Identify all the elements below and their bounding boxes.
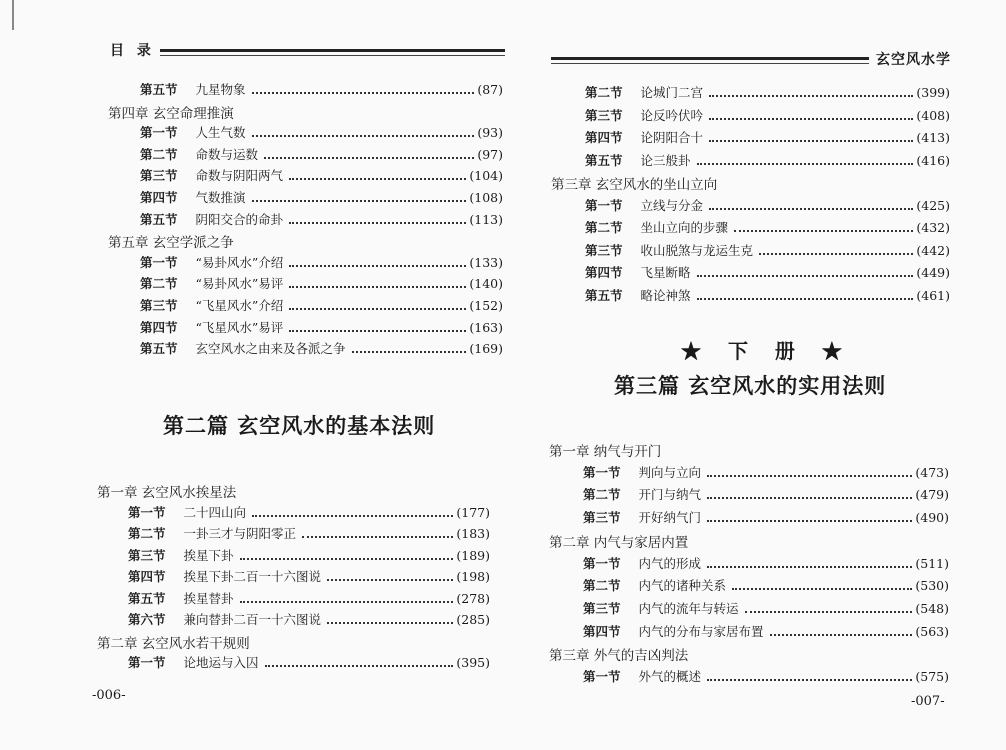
toc-section-entry — [583, 463, 949, 481]
section-number: 第五节 — [585, 287, 623, 303]
section-number: 第五节 — [140, 211, 178, 227]
leader-dots — [745, 611, 913, 613]
page-number: (413) — [916, 130, 950, 145]
section-number: 第五节 — [585, 152, 623, 168]
section-title: 论城门二宫 — [640, 85, 704, 100]
toc-section-entry — [583, 485, 949, 503]
right-page — [503, 0, 1006, 750]
section-number: 第五节 — [128, 590, 166, 606]
page-number: (285) — [456, 612, 490, 627]
right-page-number: -007- — [911, 694, 945, 709]
leader-dots — [770, 634, 913, 636]
section-title: 九星物象 — [195, 82, 246, 97]
leader-dots — [327, 622, 453, 624]
section-title: 略论神煞 — [640, 287, 691, 303]
right-toc-bottom — [503, 0, 1006, 750]
section-number: 第二节 — [585, 85, 623, 100]
toc-section-entry — [583, 667, 949, 685]
toc-section-entry — [583, 508, 949, 526]
leader-dots — [707, 497, 912, 499]
right-part-title: 第三篇 玄空风水的实用法则 — [614, 373, 887, 398]
toc-section-entry — [128, 503, 490, 521]
toc-section-entry — [583, 622, 949, 640]
chapter-title: 第四章 玄空命理推演 — [108, 105, 234, 122]
page-number: (575) — [915, 669, 949, 684]
toc-chapter-heading — [97, 632, 250, 652]
toc-chapter-heading — [549, 644, 688, 664]
section-number: 第五节 — [140, 341, 178, 357]
section-number: 第一节 — [140, 254, 178, 270]
section-title: 内气的分布与家居布置 — [638, 623, 764, 639]
page-number: (113) — [469, 211, 503, 227]
page-number: (511) — [915, 555, 949, 571]
page-number: (479) — [915, 487, 949, 503]
leader-dots — [265, 665, 454, 667]
leader-dots — [707, 679, 912, 681]
page-number: (548) — [915, 600, 949, 616]
page-number: (169) — [469, 341, 503, 357]
page-number: (140) — [469, 276, 503, 292]
leader-dots — [707, 520, 912, 522]
section-title: 挨星下卦二百一十六图说 — [183, 569, 322, 584]
leader-dots — [252, 515, 453, 517]
page-number: (183) — [456, 526, 490, 541]
page-number: (152) — [469, 298, 503, 313]
page-number: (473) — [915, 464, 949, 480]
section-number: 第六节 — [128, 612, 166, 627]
toc-section-entry — [128, 567, 490, 585]
section-number: 第二节 — [140, 276, 178, 292]
section-number: 第三节 — [583, 510, 621, 526]
toc-chapter-heading — [549, 531, 688, 551]
section-number: 第二节 — [583, 578, 621, 594]
section-title: 开门与纳气 — [638, 487, 702, 503]
toc-section-entry — [583, 576, 949, 594]
section-title: 论三般卦 — [640, 152, 691, 168]
chapter-title: 第二章 内气与家居内置 — [549, 534, 689, 551]
page-number: (177) — [456, 504, 490, 520]
leader-dots — [707, 566, 912, 568]
leader-dots — [327, 579, 453, 581]
section-number: 第一节 — [583, 555, 621, 571]
section-title: 内气的诸种关系 — [638, 578, 727, 594]
section-title: “飞星风水”介绍 — [195, 298, 284, 313]
chapter-title: 第三章 玄空风水的坐山立向 — [551, 177, 718, 193]
page-number: (93) — [477, 125, 503, 141]
section-number: 第三节 — [140, 168, 178, 184]
section-number: 第四节 — [583, 623, 621, 639]
section-title: 内气的流年与转运 — [638, 600, 739, 616]
section-number: 第四节 — [585, 130, 623, 145]
section-number: 第四节 — [140, 190, 178, 205]
toc-section-entry — [128, 546, 490, 564]
section-number: 第四节 — [585, 265, 623, 280]
section-title: 内气的形成 — [638, 555, 702, 571]
chapter-title: 第三章 外气的吉凶判法 — [549, 648, 689, 665]
page-number: (490) — [915, 510, 949, 526]
toc-section-entry — [128, 589, 490, 607]
section-number: 第一节 — [583, 464, 621, 480]
page-number: (104) — [469, 168, 503, 184]
section-title: 判向与立向 — [638, 464, 702, 480]
section-title: 坐山立向的步骤 — [640, 220, 729, 235]
page-number: (432) — [916, 220, 950, 235]
section-number: 第二节 — [585, 220, 623, 235]
section-title: 挨星下卦 — [183, 547, 234, 563]
chapter-title: 第二章 玄空风水若干规则 — [97, 635, 250, 652]
section-title: 开好纳气门 — [638, 510, 702, 526]
section-number: 第四节 — [140, 319, 178, 335]
section-title: 论地运与入囚 — [183, 655, 259, 670]
section-title: “易卦风水”易评 — [195, 276, 284, 292]
page-number: (425) — [916, 197, 950, 213]
chapter-title: 第一章 玄空风水挨星法 — [97, 485, 237, 501]
section-title: 阴阳交合的命卦 — [195, 211, 284, 227]
leader-dots — [240, 558, 454, 560]
page-number: (133) — [469, 254, 503, 270]
page-number: (416) — [916, 152, 950, 168]
page-number: (395) — [456, 655, 490, 670]
section-title: 命数与运数 — [195, 146, 259, 162]
section-title: 二十四山向 — [183, 504, 247, 520]
section-title: 立线与分金 — [640, 197, 704, 213]
section-title: 飞星断略 — [640, 265, 691, 280]
toc-section-entry — [583, 554, 949, 572]
section-number: 第四节 — [128, 569, 166, 584]
section-number: 第五节 — [140, 82, 178, 97]
section-title: 收山脱煞与龙运生克 — [640, 242, 754, 258]
volume-label: ★ 下 册 ★ — [681, 339, 852, 363]
section-number: 第三节 — [583, 600, 621, 616]
section-number: 第三节 — [140, 298, 178, 313]
toc-chapter-heading — [97, 481, 236, 501]
section-title: 挨星替卦 — [183, 590, 234, 606]
section-number: 第一节 — [128, 655, 166, 670]
page-number: (399) — [916, 85, 950, 100]
chapter-title: 第一章 纳气与开门 — [549, 444, 662, 460]
section-title: 人生气数 — [195, 125, 246, 141]
section-number: 第三节 — [128, 547, 166, 563]
section-number: 第一节 — [585, 197, 623, 213]
toc-section-entry — [128, 653, 490, 671]
page-number: (461) — [916, 287, 950, 303]
toc-section-entry — [128, 610, 490, 628]
section-number: 第二节 — [128, 526, 166, 541]
section-number: 第三节 — [585, 242, 623, 258]
page-number: (97) — [477, 146, 503, 162]
page-number: (442) — [916, 242, 950, 258]
page-number: (163) — [469, 319, 503, 335]
left-page-number: -006- — [92, 688, 126, 703]
right-running-header: 玄空风水学 — [876, 52, 951, 68]
leader-dots — [240, 601, 454, 603]
page-number: (449) — [916, 265, 950, 280]
page-number: (198) — [456, 569, 490, 584]
page-number: (530) — [915, 578, 949, 594]
page-number: (563) — [915, 623, 949, 639]
section-title: 论反吟伏吟 — [640, 107, 704, 123]
page-number: (189) — [456, 547, 490, 563]
chapter-title: 第五章 玄空学派之争 — [108, 235, 234, 252]
toc-chapter-heading — [549, 440, 661, 460]
leader-dots — [302, 536, 453, 538]
page-number: (108) — [469, 190, 503, 205]
section-title: “飞星风水”易评 — [195, 319, 284, 335]
page-number: (278) — [456, 590, 490, 606]
leader-dots — [707, 475, 912, 477]
section-title: 玄空风水之由来及各派之争 — [195, 341, 346, 357]
leader-dots — [732, 588, 912, 590]
section-title: 论阴阳合十 — [640, 130, 704, 145]
section-number: 第一节 — [583, 669, 621, 684]
section-number: 第一节 — [140, 125, 178, 141]
page-number: (87) — [477, 82, 503, 97]
section-number: 第一节 — [128, 504, 166, 520]
section-title: 气数推演 — [195, 190, 246, 205]
section-title: “易卦风水”介绍 — [195, 254, 284, 270]
section-title: 一卦三才与阴阳零正 — [183, 526, 297, 541]
section-number: 第二节 — [140, 146, 178, 162]
left-part-title: 第二篇 玄空风水的基本法则 — [163, 413, 436, 438]
section-title: 命数与阴阳两气 — [195, 168, 284, 184]
toc-section-entry — [128, 524, 490, 542]
left-running-header: 目 录 — [110, 43, 155, 59]
section-number: 第二节 — [583, 487, 621, 503]
section-title: 外气的概述 — [638, 669, 702, 684]
section-title: 兼向替卦二百一十六图说 — [183, 612, 322, 627]
section-number: 第三节 — [585, 107, 623, 123]
toc-section-entry — [583, 599, 949, 617]
page-number: (408) — [916, 107, 950, 123]
